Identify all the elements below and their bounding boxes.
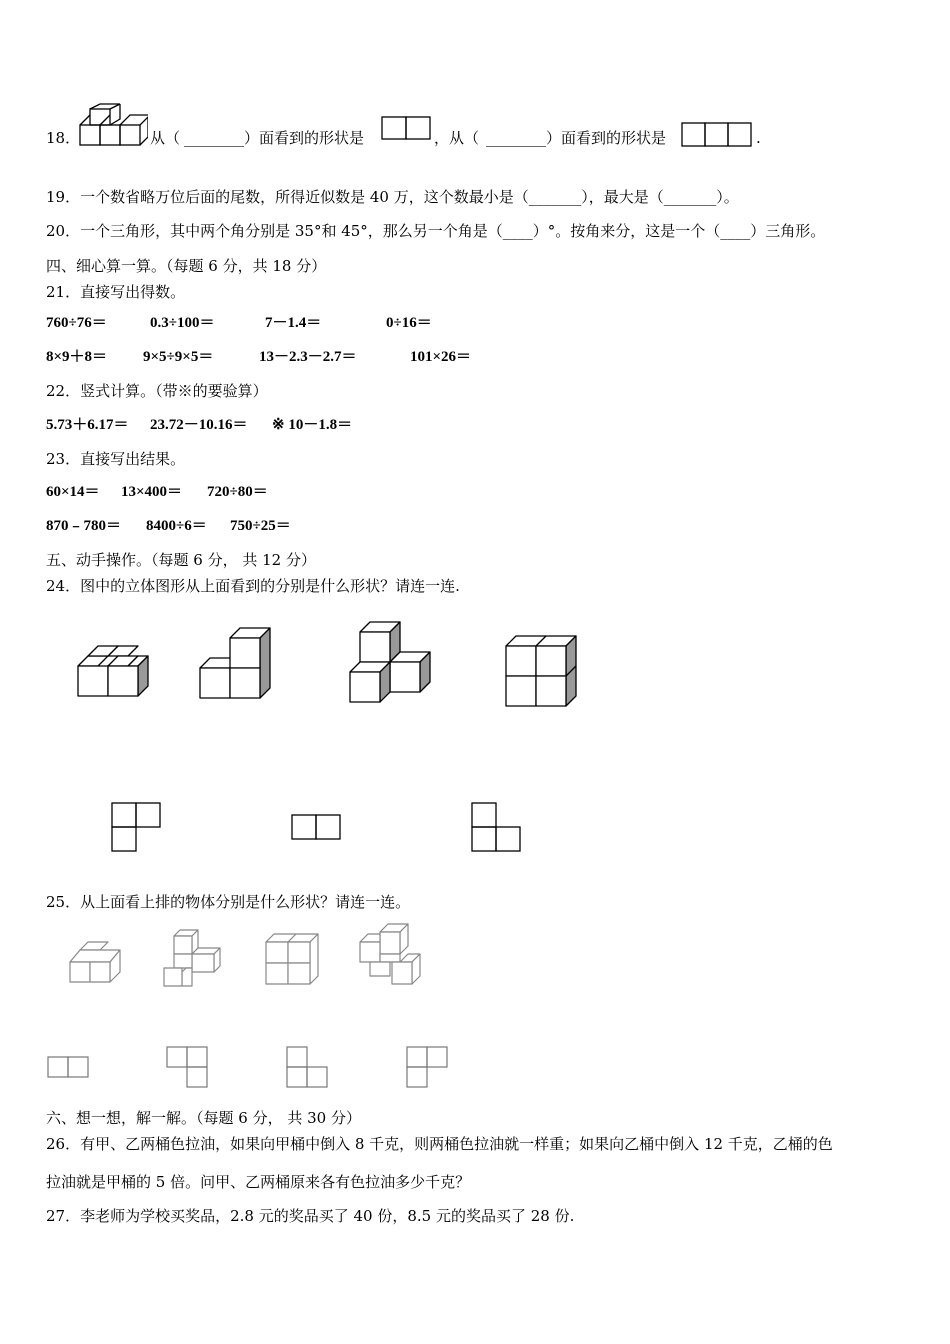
section-4-heading: 四、细心算一算。（每题 6 分，共 18 分） [46, 257, 327, 275]
q24-solid-4 [502, 634, 582, 710]
q23-item: 720÷80＝ [207, 484, 268, 500]
q26-line-2: 拉油就是甲桶的 5 倍。问甲、乙两桶原来各有色拉油多少千克？ [46, 1173, 471, 1191]
q21-item: 0÷16＝ [386, 315, 432, 331]
q21-item: 7－1.4＝ [265, 315, 322, 331]
q24-view-corner-shape [470, 800, 526, 856]
q24-solid-2 [196, 626, 276, 702]
q24-solid-3 [348, 620, 436, 704]
q21-item: 101×26＝ [410, 349, 472, 365]
q23-item: 8400÷6＝ [146, 518, 207, 534]
q21-item: 8×9＋8＝ [46, 349, 108, 365]
q22-item: ※ 10－1.8＝ [272, 417, 353, 433]
q25-solid-2 [160, 928, 226, 990]
q18-text-1: 从（ [150, 129, 181, 147]
section-5-heading: 五、动手操作。（每题 6 分， 共 12 分） [46, 551, 316, 569]
q22: 22．竖式计算。（带※的要验算） [46, 382, 268, 400]
q22-item: 23.72－10.16＝ [150, 417, 248, 433]
q19: 19．一个数省略万位后面的尾数，所得近似数是 40 万，这个数最小是（_______），最大是（_______）。 [46, 188, 739, 206]
q23-item: 870﹣780＝ [46, 518, 122, 534]
q25-solid-4 [356, 922, 428, 988]
q25-view-shape-4 [405, 1044, 453, 1092]
q21-item: 13－2.3－2.7＝ [259, 349, 357, 365]
q23: 23．直接写出结果。 [46, 450, 186, 468]
q23-item: 750÷25＝ [230, 518, 291, 534]
q18-view-two-squares [380, 114, 432, 142]
q25: 25．从上面看上排的物体分别是什么形状？请连一连。 [46, 893, 411, 911]
q21-item: 0.3÷100＝ [150, 315, 215, 331]
q20: 20．一个三角形，其中两个角分别是 35°和 45°，那么另一个角是（____）°。按角来分，这是一个（____）三角形。 [46, 222, 826, 240]
section-6-heading: 六、想一想，解一解。（每题 6 分， 共 30 分） [46, 1109, 361, 1127]
q25-solid-1 [66, 940, 126, 986]
q24: 24．图中的立体图形从上面看到的分别是什么形状？请连一连. [46, 577, 460, 595]
q18-number: 18． [46, 129, 81, 147]
q23-item: 13×400＝ [121, 484, 183, 500]
q26-line-1: 26．有甲、乙两桶色拉油，如果向甲桶中倒入 8 千克，则两桶色拉油就一样重；如果向乙桶中倒入 12 千克，乙桶的色 [46, 1135, 833, 1153]
q23-item: 60×14＝ [46, 484, 100, 500]
q25-solid-3 [262, 930, 324, 988]
q18-text-4: ）面看到的形状是 [546, 129, 667, 147]
q25-view-shape-2 [165, 1044, 213, 1092]
q25-view-shape-3 [285, 1044, 333, 1092]
q24-view-two-squares [290, 812, 346, 844]
q18-blank-2[interactable]: ________ [486, 129, 546, 147]
q24-solid-1 [74, 640, 154, 700]
q21-item: 9×5÷9×5＝ [143, 349, 214, 365]
q18-blank-1[interactable]: ________ [184, 129, 244, 147]
q27: 27．李老师为学校买奖品，2.8 元的奖品买了 40 份，8.5 元的奖品买了 28 份. [46, 1207, 575, 1225]
q18-text-3: ，从（ [434, 129, 480, 147]
q18-view-three-squares [680, 120, 754, 150]
q25-view-two-squares [46, 1054, 94, 1082]
q18-text-2: ）面看到的形状是 [244, 129, 365, 147]
q18-cube-figure [76, 103, 148, 147]
q21-item: 760÷76＝ [46, 315, 107, 331]
q24-view-l-shape [110, 800, 166, 856]
q22-item: 5.73＋6.17＝ [46, 417, 129, 433]
q18-end: . [756, 129, 761, 147]
q21: 21．直接写出得数。 [46, 283, 186, 301]
